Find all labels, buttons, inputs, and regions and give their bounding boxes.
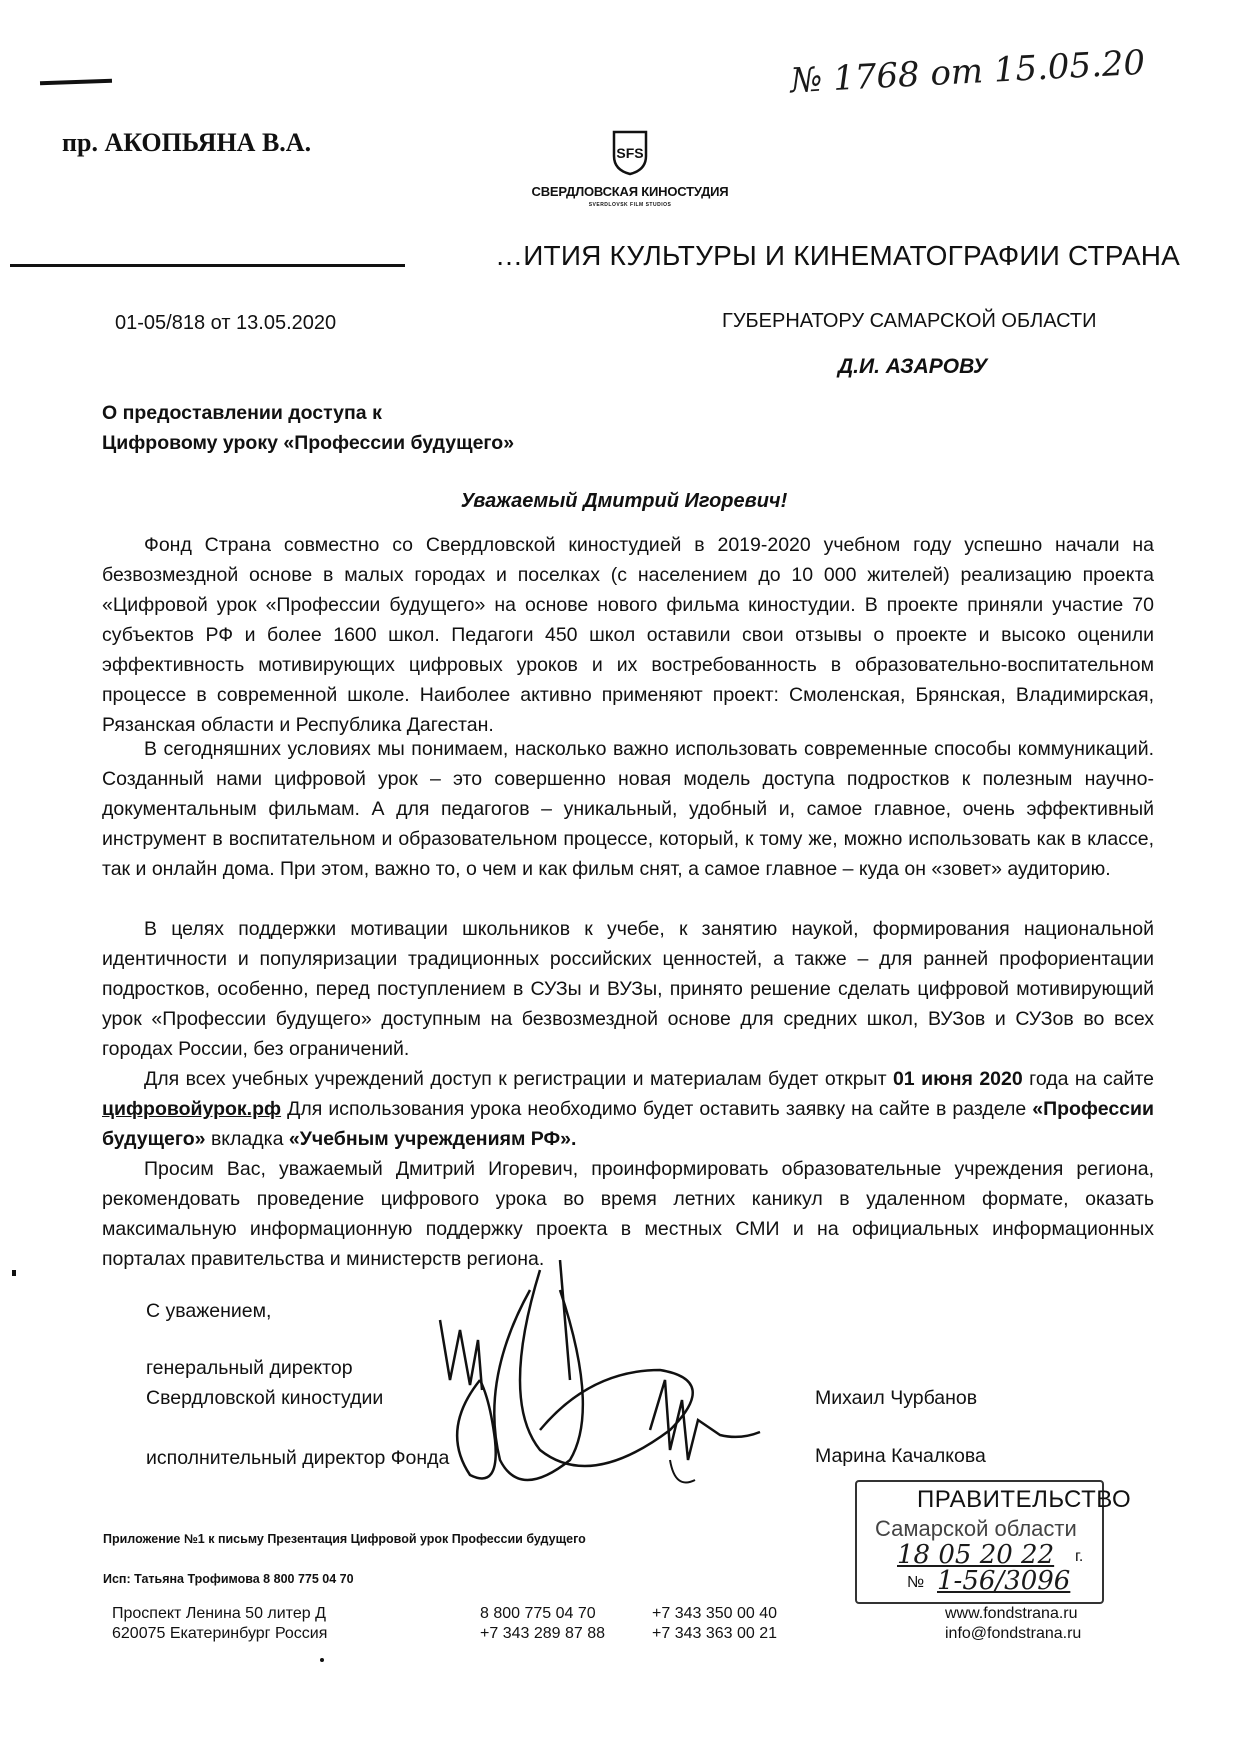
phone-4: +7 343 363 00 21 [652,1625,778,1642]
signer-name-2: Марина Качалкова [815,1445,986,1467]
foundation-name: …ИТИЯ КУЛЬТУРЫ И КИНЕМАТОГРАФИИ СТРАНА [495,240,1180,271]
paragraph-2 [102,734,1154,884]
salutation: Уважаемый Дмитрий Игоревич! [460,490,788,512]
studio-logo-emblem-icon [610,128,650,176]
role1-line1: генеральный директор [146,1357,353,1379]
website-link[interactable]: цифровойурок.рф [102,1098,282,1120]
section-name: «Профессии будущего» [102,1098,1154,1150]
footer-phones-2 [652,1604,777,1644]
phone-3: +7 343 350 00 40 [652,1605,778,1622]
logo-monogram: SFS [616,145,644,161]
stamp-number-prefix: № [907,1574,925,1591]
stamp-line1: ПРАВИТЕЛЬСТВО [917,1486,1132,1513]
scan-speck [12,1270,16,1276]
closing: С уважением, [146,1300,272,1322]
subject-line1: О предоставлении доступа к [102,402,382,424]
address-line2: 620075 Екатеринбург Россия [112,1625,328,1642]
website[interactable]: www.fondstrana.ru [945,1605,1078,1622]
phone-1: 8 800 775 04 70 [480,1605,596,1622]
paragraph-3-text: В целях поддержки мотивации школьников к учебе, к занятию наукой, формирования национальной идентичности и популяризации традиционных российских ценностей, а также – для ранней профориентации подростков, особенно, перед поступлением в СУЗы и ВУЗы, принято решение сделать цифровой мотивирующий урок «Профессии будущего» доступным на безвозмездной основе для средних школ, ВУЗов и СУЗов во всех городах России, без ограничений. [102,918,1154,1060]
phone-2: +7 343 289 87 88 [480,1625,606,1642]
reference-number: 01-05/818 от 13.05.2020 [115,312,337,334]
paragraph-4 [102,1064,1154,1154]
stamp-date: 18 05 20 22 [897,1540,1055,1570]
signer-name-1: Михаил Чурбанов [815,1387,978,1409]
stamp-date-suffix: г. [1075,1548,1084,1565]
tab-name: «Учебным учреждениям РФ». [288,1128,577,1150]
paragraph-5-text: Просим Вас, уважаемый Дмитрий Игоревич, проинформировать образовательные учреждения региона, рекомендовать проведение цифрового урока во время летних каникул в удаленном формате, оказать максимальную информационную поддержку проекта в местных СМИ и на официальных информационных порталах правительства и министерств региона. [102,1158,1154,1270]
subject-line2: Цифровому уроку «Профессии будущего» [102,432,515,454]
paragraph-4-text-b: года на сайте [1022,1068,1154,1090]
executor-note: Исп: Татьяна Трофимова 8 800 775 04 70 [103,1572,354,1586]
role2: исполнительный директор Фонда [146,1447,450,1469]
scan-speck [320,1658,324,1662]
addressee-line2: Д.И. АЗАРОВУ [838,355,988,378]
studio-logo [520,128,740,208]
paragraph-5 [102,1154,1154,1274]
paragraph-1-text: Фонд Страна совместно со Свердловской киностудией в 2019-2020 учебном году успешно начали на безвозмездной основе в малых городах и поселках (с населением до 10 000 жителей) реализацию проекта «Цифровой урок «Профессии будущего» на основе нового фильма киностудии. В проекте приняли участие 70 субъектов РФ и более 1600 школ. Педагоги 450 школ оставили свои отзывы о проекте и высоко оценили эффективность мотивирующих цифровых уроков и их востребованность в образовательно-воспитательном процессе в современной школе. Наиболее активно применяют проект: Смоленская, Брянская, Владимирская, Рязанская области и Республика Дагестан. [102,534,1154,736]
role1-line2: Свердловской киностудии [146,1387,384,1409]
logo-subtitle: SVERDLOVSK FILM STUDIOS [588,202,672,208]
scan-mark [40,79,112,86]
email[interactable]: info@fondstrana.ru [945,1625,1082,1642]
paragraph-1 [102,530,1154,740]
paragraph-4-text-a: Для всех учебных учреждений доступ к регистрации и материалам будет открыт [144,1068,893,1090]
handwritten-registration-number: № 1768 от 15.05.20 [789,42,1147,102]
stamp-line2: Самарской области [875,1516,1077,1541]
addressee-line1: ГУБЕРНАТОРУ САМАРСКОЙ ОБЛАСТИ [722,310,1097,332]
paragraph-4-text-c: Для использования урока необходимо будет оставить заявку на сайте в разделе [281,1098,1033,1120]
address-line1: Проспект Ленина 50 литер Д [112,1605,326,1622]
access-date: 01 июня 2020 [892,1068,1023,1090]
paragraph-3 [102,914,1154,1064]
footer-address [112,1604,327,1644]
stamp-number: 1-56/3096 [937,1566,1071,1596]
registration-stamp [855,1480,1132,1604]
paragraph-4-text-d: вкладка [205,1128,289,1150]
logo-title: СВЕРДЛОВСКАЯ КИНОСТУДИЯ [531,184,729,199]
attachment-note: Приложение №1 к письму Презентация Цифровой урок Профессии будущего [103,1532,586,1546]
footer-phones-1 [480,1604,605,1644]
signatures-scribble [420,1260,780,1510]
resolution-note: пр. АКОПЬЯНА В.А. [62,128,312,157]
footer-web [945,1604,1081,1644]
paragraph-2-text: В сегодняшних условиях мы понимаем, насколько важно использовать современные способы коммуникаций. Созданный нами цифровой урок – это совершенно новая модель доступа подростков к полезным научно-документальным фильмам. А для педагогов – уникальный, удобный и, самое главное, очень эффективный инструмент в воспитательном и образовательном процессе, который, к тому же, можно использовать как в классе, так и онлайн дома. При этом, важно то, о чем и как фильм снят, а самое главное – куда он «зовет» аудиторию. [102,738,1154,880]
